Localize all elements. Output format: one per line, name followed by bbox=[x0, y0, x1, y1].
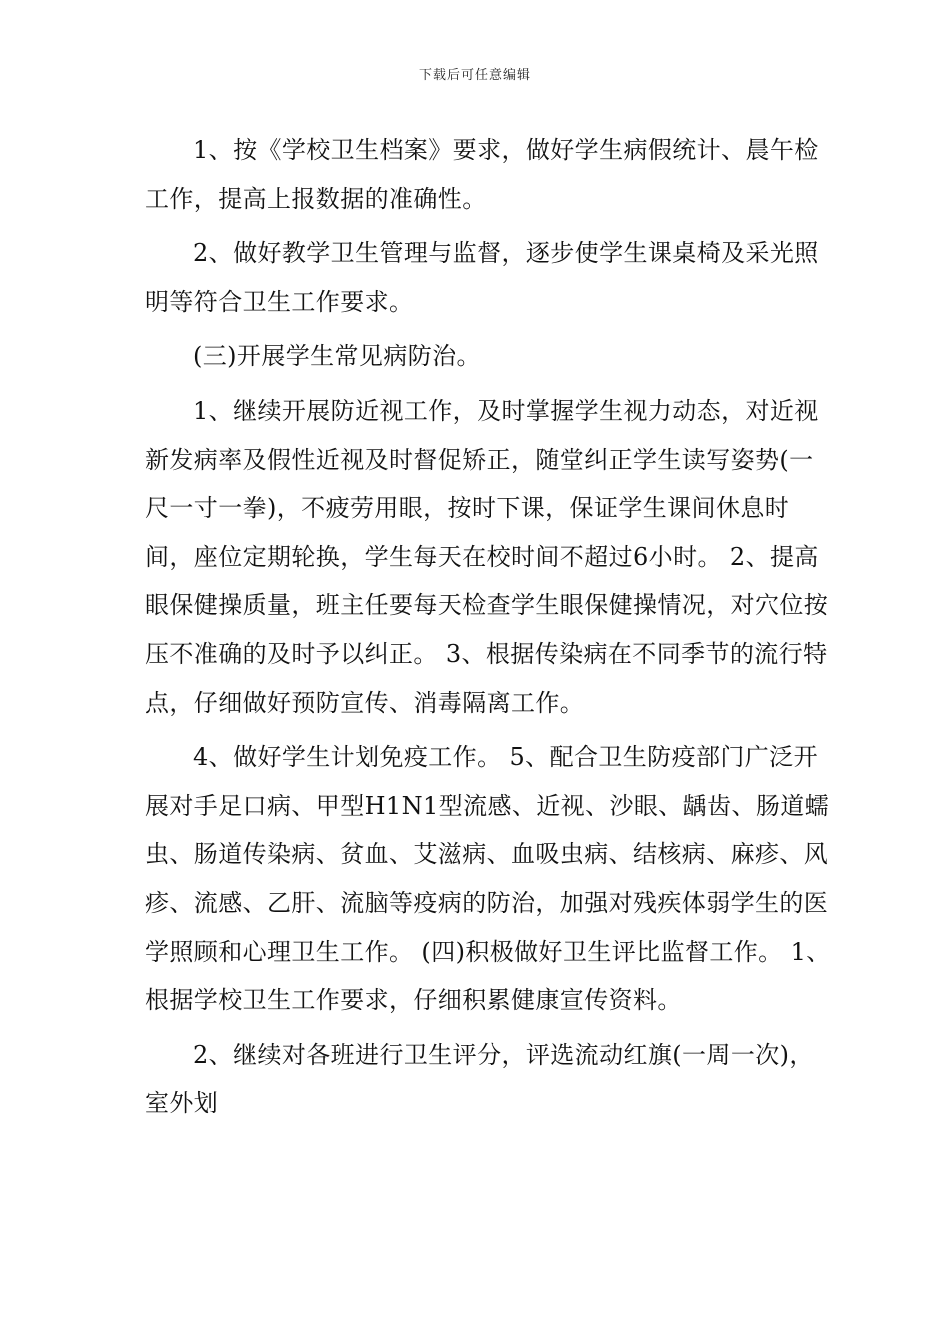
paragraph-6: 2、继续对各班进行卫生评分，评选流动红旗(一周一次)，室外划 bbox=[145, 1040, 814, 1118]
document-body bbox=[145, 126, 835, 1134]
page-header: 下载后可任意编辑 bbox=[418, 68, 531, 83]
section-heading-3: (三)开展学生常见病防治。 bbox=[193, 342, 481, 371]
paragraph-1: 1、按《学校卫生档案》要求，做好学生病假统计、晨午检工作，提高上报数据的准确性。 bbox=[145, 136, 819, 213]
paragraph-5: 4、做好学生计划免疫工作。 5、配合卫生防疫部门广泛开展对手足口病、甲型H1N1型流感、近视、沙眼、龋齿、肠道蠕虫、肠道传染病、贫血、艾滋病、血吸虫病、结核病、麻疹、风疹、流感、乙肝、流脑等疫病的防治，加强对残疾体弱学生的医学照顾和心理卫生工作。 (四)积极做好卫生评比监督工作。 1、根据学校卫生工作要求，仔细积累健康宣传资料。 bbox=[145, 743, 831, 1015]
paragraph-4: 1、继续开展防近视工作，及时掌握学生视力动态，对近视新发病率及假性近视及时督促矫正，随堂纠正学生读写姿势(一尺一寸一拳)，不疲劳用眼，按时下课，保证学生课间休息时间，座位定期轮换，学生每天在校时间不超过6小时。 2、提高眼保健操质量，班主任要每天检查学生眼保健操情况，对穴位按压不准确的及时予以纠正。 3、根据传染病在不同季节的流行特点，仔细做好预防宣传、消毒隔离工作。 bbox=[145, 396, 829, 717]
paragraph-2: 2、做好教学卫生管理与监督，逐步使学生课桌椅及采光照明等符合卫生工作要求。 bbox=[145, 239, 819, 316]
